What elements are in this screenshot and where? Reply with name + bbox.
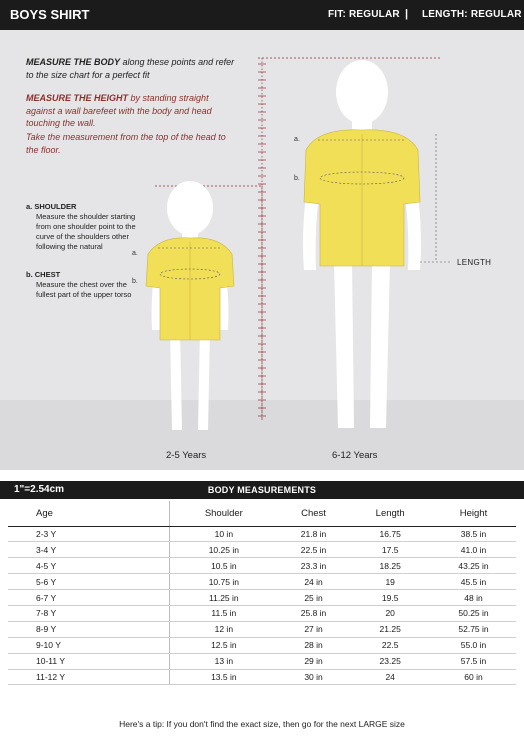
table-row <box>8 558 516 574</box>
small-marker-b: b. <box>132 278 138 285</box>
cell-height: 55.0 in <box>431 637 516 653</box>
cell-age: 11-12 Y <box>8 669 169 685</box>
cell-chest: 23.3 in <box>278 558 350 574</box>
cell-shoulder: 13 in <box>169 653 277 669</box>
shoulder-note-heading: a. SHOULDER <box>26 202 77 211</box>
cell-shoulder: 10.75 in <box>169 574 277 590</box>
cell-shoulder: 12.5 in <box>169 637 277 653</box>
cell-chest: 30 in <box>278 669 350 685</box>
illustration-panel <box>0 30 524 470</box>
cell-length: 19.5 <box>349 590 431 606</box>
large-marker-a: a. <box>294 136 300 143</box>
table-row <box>8 637 516 653</box>
page-title: BOYS SHIRT <box>10 7 90 22</box>
cell-height: 50.25 in <box>431 605 516 621</box>
cell-age: 9-10 Y <box>8 637 169 653</box>
cell-age: 3-4 Y <box>8 542 169 558</box>
table-row <box>8 542 516 558</box>
cell-height: 57.5 in <box>431 653 516 669</box>
column-header-height: Height <box>431 501 516 526</box>
table-row <box>8 621 516 637</box>
conversion-label: 1"=2.54cm <box>14 484 65 495</box>
column-header-age: Age <box>8 501 169 526</box>
table-row <box>8 605 516 621</box>
measure-body-text: MEASURE THE BODY along these points and refer to the size chart for a perfect fit <box>26 57 235 80</box>
cell-chest: 24 in <box>278 574 350 590</box>
cell-height: 52.75 in <box>431 621 516 637</box>
cell-length: 24 <box>349 669 431 685</box>
large-child-figure <box>303 60 452 428</box>
cell-height: 41.0 in <box>431 542 516 558</box>
cell-age: 6-7 Y <box>8 590 169 606</box>
cell-age: 7-8 Y <box>8 605 169 621</box>
cell-age: 4-5 Y <box>8 558 169 574</box>
cell-chest: 27 in <box>278 621 350 637</box>
cell-chest: 21.8 in <box>278 526 350 542</box>
length-indicator-label: LENGTH <box>457 258 492 267</box>
large-age-label: 6-12 Years <box>332 450 378 461</box>
cell-chest: 25 in <box>278 590 350 606</box>
cell-shoulder: 12 in <box>169 621 277 637</box>
cell-shoulder: 13.5 in <box>169 669 277 685</box>
cell-height: 60 in <box>431 669 516 685</box>
body-measurements-table <box>8 501 516 685</box>
cell-shoulder: 10.25 in <box>169 542 277 558</box>
cell-chest: 22.5 in <box>278 542 350 558</box>
chest-note-body: Measure the chest over the fullest part of the upper torso <box>36 280 132 299</box>
cell-height: 38.5 in <box>431 526 516 542</box>
table-row <box>8 574 516 590</box>
cell-shoulder: 10 in <box>169 526 277 542</box>
small-marker-a: a. <box>132 250 138 257</box>
cell-shoulder: 10.5 in <box>169 558 277 574</box>
cell-shoulder: 11.25 in <box>169 590 277 606</box>
cell-length: 19 <box>349 574 431 590</box>
cell-chest: 25.8 in <box>278 605 350 621</box>
column-header-length: Length <box>349 501 431 526</box>
column-header-chest: Chest <box>278 501 350 526</box>
small-child-figure <box>146 181 234 430</box>
cell-length: 21.25 <box>349 621 431 637</box>
header-separator: | <box>405 8 409 20</box>
chest-note-heading: b. CHEST <box>26 270 61 279</box>
cell-length: 23.25 <box>349 653 431 669</box>
figures-illustration <box>0 30 524 470</box>
table-row <box>8 653 516 669</box>
cell-length: 16.75 <box>349 526 431 542</box>
table-header-bar <box>0 481 524 499</box>
table-row <box>8 526 516 542</box>
table-header-row <box>8 501 516 526</box>
table-row <box>8 669 516 685</box>
table-title: BODY MEASUREMENTS <box>207 485 317 495</box>
fit-label: FIT: REGULAR <box>328 9 400 20</box>
small-age-label: 2-5 Years <box>166 450 207 461</box>
cell-age: 8-9 Y <box>8 621 169 637</box>
measure-height-text: MEASURE THE HEIGHT by standing straight against a wall barefeet with the body and head touching the wall. <box>26 93 212 128</box>
table-row <box>8 590 516 606</box>
header-bar <box>0 0 524 30</box>
cell-length: 22.5 <box>349 637 431 653</box>
shoulder-note-body: Measure the shoulder starting from one shoulder point to the curve of the shoulders other following the natural <box>36 212 136 251</box>
cell-height: 43.25 in <box>431 558 516 574</box>
cell-height: 45.5 in <box>431 574 516 590</box>
cell-chest: 29 in <box>278 653 350 669</box>
cell-chest: 28 in <box>278 637 350 653</box>
cell-length: 18.25 <box>349 558 431 574</box>
length-label: LENGTH: REGULAR <box>422 9 522 20</box>
cell-shoulder: 11.5 in <box>169 605 277 621</box>
cell-age: 10-11 Y <box>8 653 169 669</box>
cell-height: 48 in <box>431 590 516 606</box>
cell-age: 2-3 Y <box>8 526 169 542</box>
cell-length: 20 <box>349 605 431 621</box>
take-measurement-text: Take the measurement from the top of the head to the floor. <box>26 132 226 155</box>
column-header-shoulder: Shoulder <box>169 501 277 526</box>
size-tip: Here's a tip: If you don't find the exact size, then go for the next LARGE size <box>119 719 405 729</box>
cell-age: 5-6 Y <box>8 574 169 590</box>
large-marker-b: b. <box>294 175 300 182</box>
cell-length: 17.5 <box>349 542 431 558</box>
